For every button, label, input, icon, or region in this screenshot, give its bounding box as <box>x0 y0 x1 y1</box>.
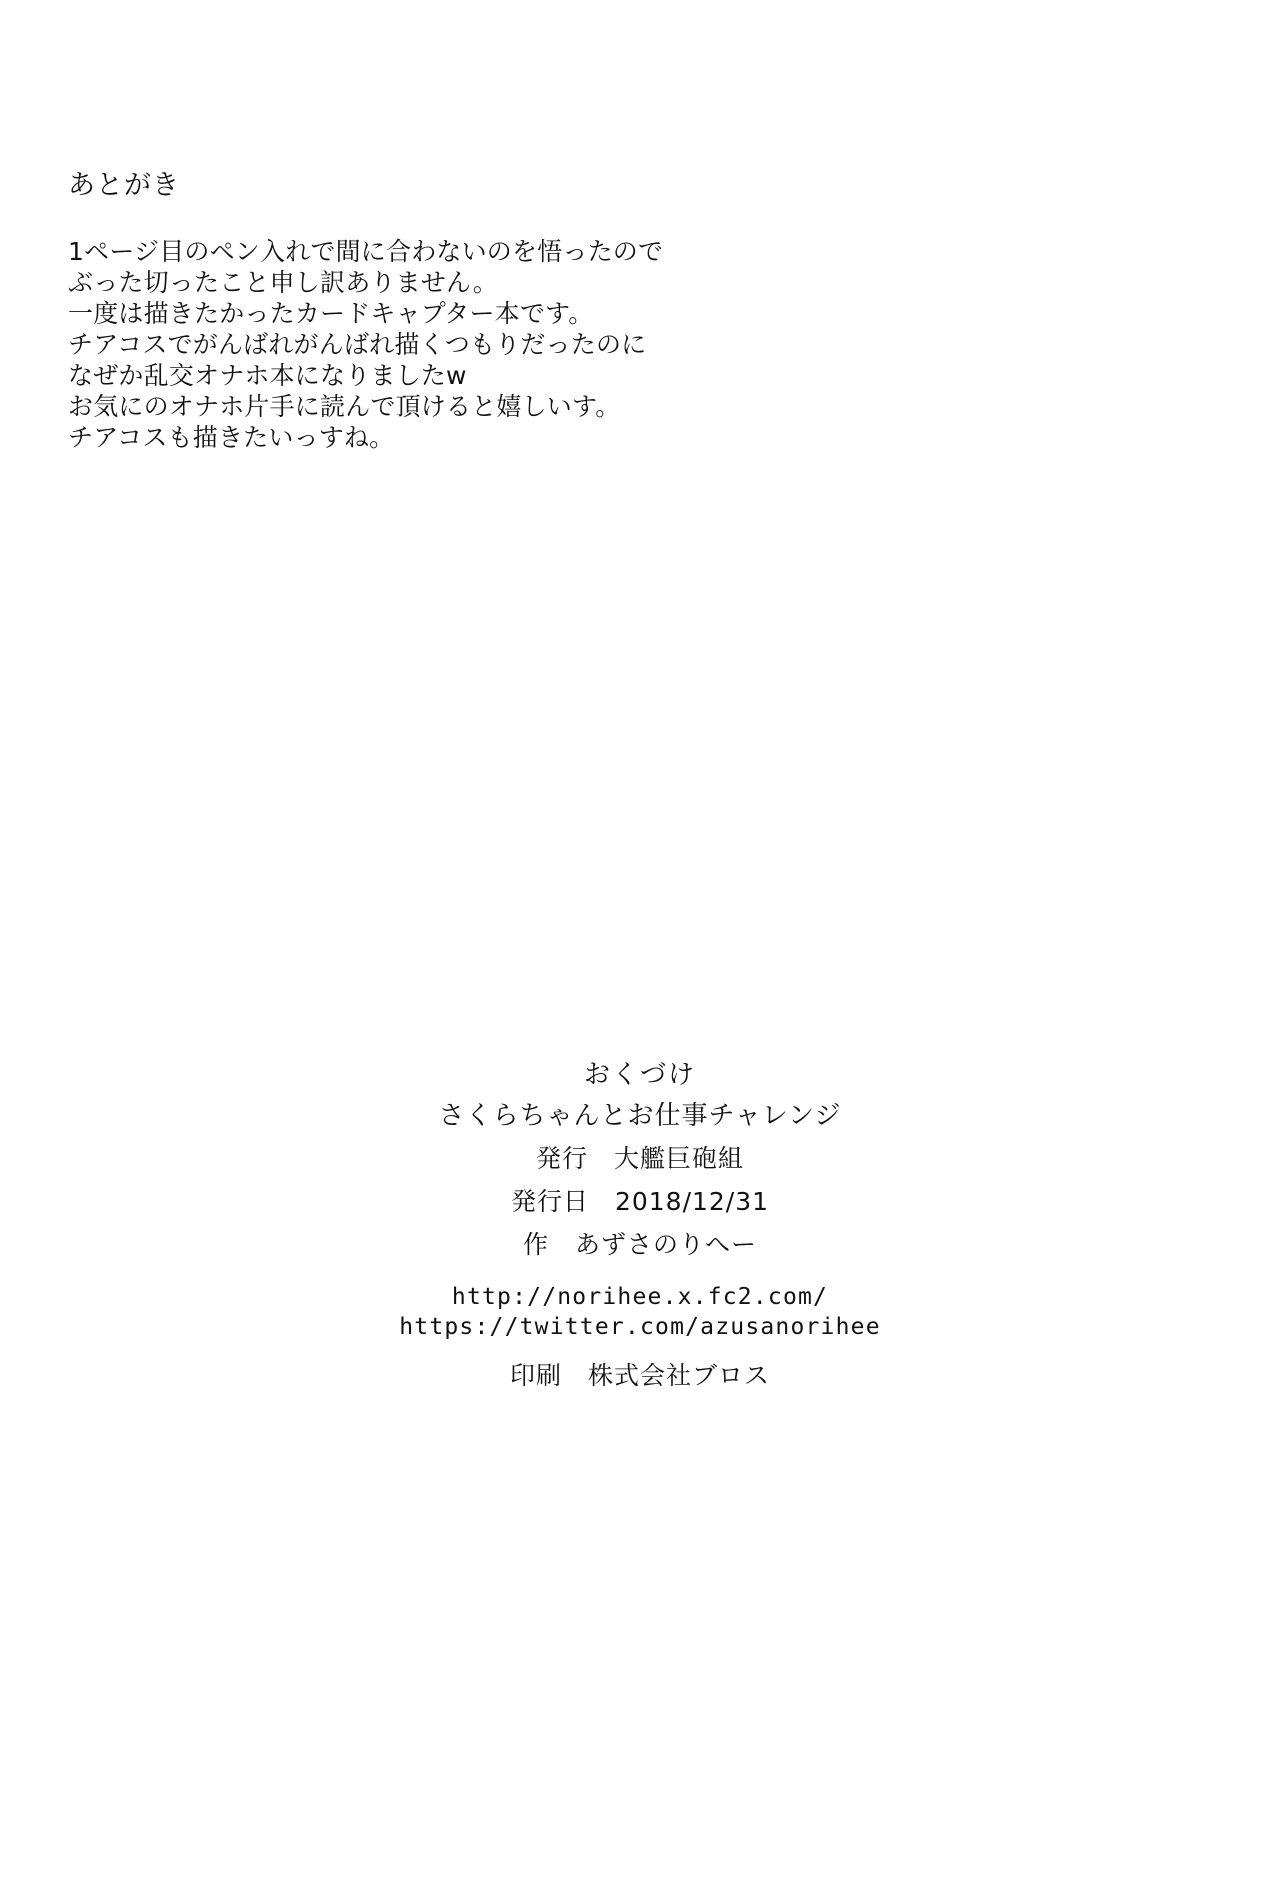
afterword-line: チアコスも描きたいっすね。 <box>68 423 395 453</box>
website-link[interactable]: http://norihee.x.fc2.com/ <box>451 1284 829 1310</box>
colophon-work-title: さくらちゃんとお仕事チャレンジ <box>438 1101 842 1131</box>
afterword-heading: あとがき <box>68 170 180 201</box>
colophon-publish-date: 発行日 2018/12/31 <box>510 1187 770 1216</box>
colophon-heading: おくづけ <box>583 1060 696 1090</box>
colophon-publisher: 発行 大艦巨砲組 <box>535 1144 744 1173</box>
afterword-line: お気にのオナホ片手に読んで頂けると嬉しいす。 <box>68 392 621 422</box>
afterword-text <box>68 236 868 453</box>
afterword-line: チアコスでがんばれがんばれ描くつもりだったのに <box>68 330 647 360</box>
colophon-links <box>0 1282 1280 1342</box>
afterword-line: 1ページ目のペン入れで間に合わないのを悟ったので <box>68 237 664 267</box>
afterword-line: 一度は描きたかったカードキャプター本です。 <box>68 299 594 329</box>
afterword-section <box>68 170 868 453</box>
colophon-printer: 印刷 株式会社ブロス <box>509 1361 770 1390</box>
colophon-author: 作 あずさのりへー <box>522 1230 757 1259</box>
colophon-section <box>0 1055 1280 1396</box>
twitter-link[interactable]: https://twitter.com/azusanorihee <box>399 1314 881 1340</box>
afterword-line: なぜか乱交オナホ本になりましたw <box>68 361 467 391</box>
afterword-line: ぶった切ったこと申し訳ありません。 <box>68 268 498 298</box>
